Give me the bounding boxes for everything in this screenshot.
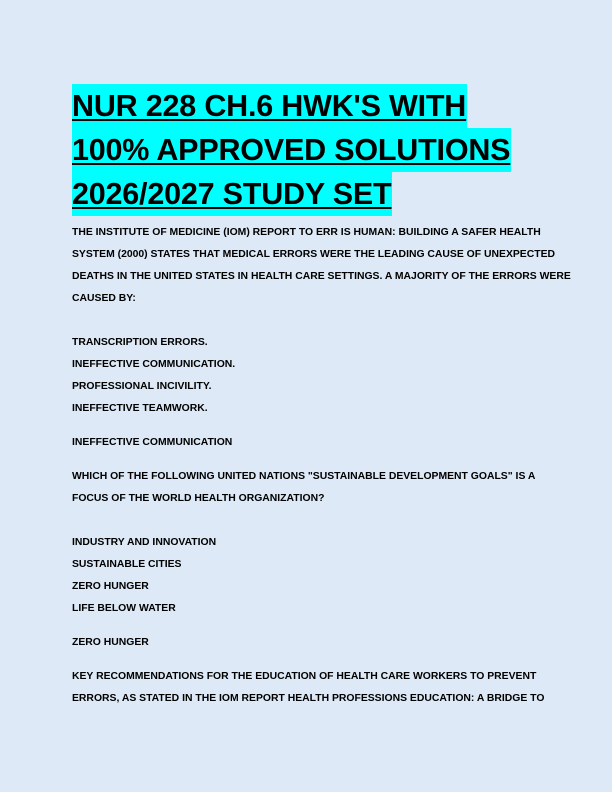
- question-text-line: THE INSTITUTE OF MEDICINE (IOM) REPORT TO ERR IS HUMAN: BUILDING A SAFER HEALTH: [72, 227, 541, 238]
- answer-option: INEFFECTIVE COMMUNICATION.: [72, 359, 236, 370]
- title-line-1: NUR 228 CH.6 HWK'S WITH: [72, 84, 467, 128]
- answer-option: LIFE BELOW WATER: [72, 603, 176, 614]
- question-1: [72, 222, 571, 454]
- title-line-2: 100% APPROVED SOLUTIONS: [72, 128, 511, 172]
- answer-option: SUSTAINABLE CITIES: [72, 559, 182, 570]
- question-text-line: WHICH OF THE FOLLOWING UNITED NATIONS "SUSTAINABLE DEVELOPMENT GOALS" IS A: [72, 471, 536, 482]
- answer-option: ZERO HUNGER: [72, 581, 149, 592]
- correct-answer: INEFFECTIVE COMMUNICATION: [72, 437, 233, 448]
- question-text-line: SYSTEM (2000) STATES THAT MEDICAL ERRORS WERE THE LEADING CAUSE OF UNEXPECTED: [72, 249, 556, 260]
- question-2: [72, 466, 552, 654]
- question-text-line: ERRORS, AS STATED IN THE IOM REPORT HEALTH PROFESSIONS EDUCATION: A BRIDGE TO: [72, 693, 545, 704]
- answer-option: INEFFECTIVE TEAMWORK.: [72, 403, 208, 414]
- question-text-line: CAUSED BY:: [72, 293, 136, 304]
- question-text-line: DEATHS IN THE UNITED STATES IN HEALTH CARE SETTINGS. A MAJORITY OF THE ERRORS WERE: [72, 271, 571, 282]
- answer-option: TRANSCRIPTION ERRORS.: [72, 337, 208, 348]
- question-text-line: FOCUS OF THE WORLD HEALTH ORGANIZATION?: [72, 493, 325, 504]
- answer-option: INDUSTRY AND INNOVATION: [72, 537, 217, 548]
- correct-answer: ZERO HUNGER: [72, 637, 149, 648]
- question-text-line: KEY RECOMMENDATIONS FOR THE EDUCATION OF HEALTH CARE WORKERS TO PREVENT: [72, 671, 537, 682]
- document-page: [72, 84, 571, 710]
- question-3: [72, 666, 552, 710]
- title-line-3: 2026/2027 STUDY SET: [72, 172, 392, 216]
- document-title: [72, 84, 552, 216]
- answer-option: PROFESSIONAL INCIVILITY.: [72, 381, 212, 392]
